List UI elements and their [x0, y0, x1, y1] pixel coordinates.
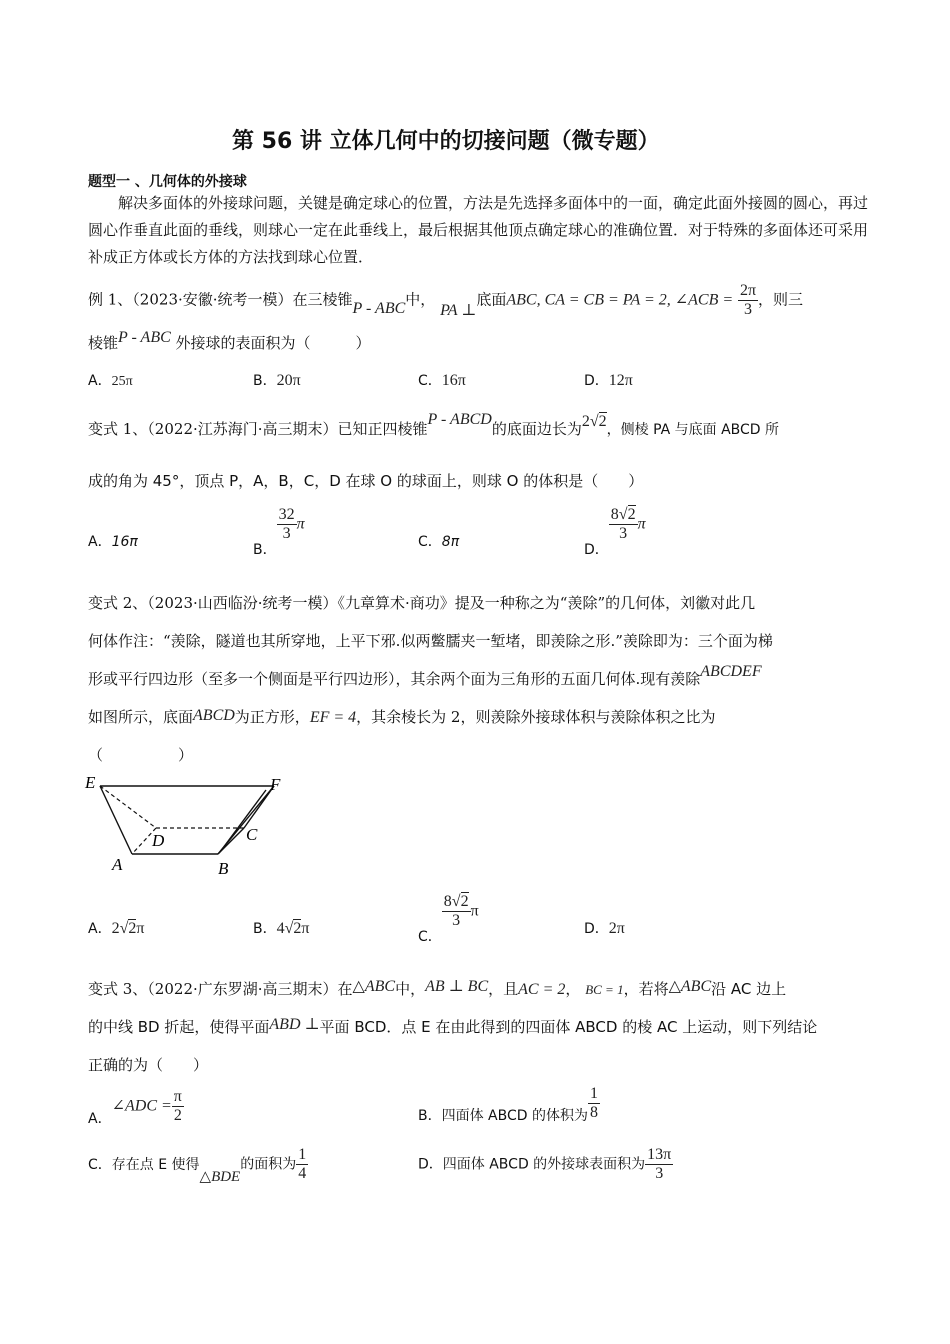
example1-line2-tetra: P - ABC: [118, 329, 171, 346]
variant3-line3: 正确的为（ ）: [88, 1056, 209, 1074]
example1-line2-prefix: 棱锥: [88, 334, 119, 352]
example1-tail: ，则三: [758, 290, 804, 309]
trapezoid-solid-figure: [80, 768, 300, 878]
edge-ED: [100, 786, 156, 828]
edge-front-inner: [220, 790, 266, 852]
example1-line2-suffix: 外接球的表面积为（ ）: [175, 334, 371, 352]
variant1-pyramid: P - ABCD: [427, 411, 492, 428]
page-title: 第 56 讲 立体几何中的切接问题（微专题）: [232, 129, 660, 154]
variant2-line2: 何体作注：“羡除，隧道也其所穿地，上平下邪.似两鳖臑夹一堑堵，即羡除之形.”羡除即为：三个面为梯: [88, 632, 773, 650]
label-A: A: [112, 855, 123, 874]
example1-line2: [88, 329, 371, 353]
edge-EA: [100, 786, 132, 854]
example1-line1: [88, 282, 803, 319]
label-B: B: [218, 859, 229, 878]
intro-paragraph: 解决多面体的外接球问题，关键是确定球心的位置，方法是先选择多面体中的一面，确定此面外接圆的圆心，再过圆心作垂直此面的垂线，则球心一定在此垂线上，最后根据其他顶点确定球心的准确位置．对于特殊的多面体还可采用补成正方体或长方体的方法找到球心位置．: [88, 194, 869, 266]
label-C: C: [246, 825, 258, 844]
variant1-side: 2√2: [581, 413, 607, 430]
variant2-line3: 形或平行四边形（至多一个侧面是平行四边形），其余两个面为三角形的五面几何体.现有羡除ABCDEF: [88, 663, 762, 688]
example1-mid1: 中，: [405, 290, 436, 309]
variant3-option-a[interactable]: A．∠ADC = $\frac{\pi}{2}$: [88, 1088, 182, 1127]
variant1-option-b[interactable]: B． $\frac{32}{3}$ π: [253, 506, 305, 558]
variant2-line4: 如图所示，底面ABCD为正方形，EF = 4，其余棱长为 2，则羡除外接球体积与羡除体积之比为: [88, 707, 716, 726]
example1-cond: ABC, CA = CB = PA = 2, ∠ACB =: [506, 291, 734, 309]
section-heading: 题型一 、几何体的外接球: [88, 174, 247, 190]
variant2-line1: 变式 2、（2023·山西临汾·统考一模）《九章算术·商功》提及一种称之为“羡除”的几何体，刘徽对此几: [88, 594, 756, 612]
variant2-option-d[interactable]: D．2π: [584, 920, 625, 937]
variant1-line1: [88, 411, 780, 439]
example1-option-d[interactable]: D．12π: [584, 372, 633, 389]
example1-prefix: 例 1、（2023·安徽·统考一模）在三棱锥: [88, 290, 353, 309]
label-F: F: [270, 775, 281, 794]
example1-mid2: 底面: [476, 290, 507, 309]
variant1-prefix: 变式 1、（2022·江苏海门·高三期末）已知正四棱锥: [88, 420, 428, 438]
variant2-option-a[interactable]: A．2√2π: [88, 920, 145, 937]
variant2-answer-paren: （ ）: [88, 746, 194, 764]
example1-angle-fraction: [738, 282, 758, 319]
variant3-option-c[interactable]: C．存在点 E 使得△BDE的面积为 $\frac{1}{4}$: [88, 1146, 307, 1185]
example1-option-b[interactable]: B．20π: [253, 372, 301, 389]
variant1-option-d[interactable]: D． $\frac{8√2}{3}$ π: [584, 506, 646, 558]
example1-angle-den: 3: [743, 301, 752, 318]
example1-option-c[interactable]: C．16π: [418, 372, 466, 389]
label-E: E: [85, 773, 96, 792]
example1-option-a[interactable]: A．25π: [88, 373, 133, 389]
variant2-option-b[interactable]: B．4√2π: [253, 920, 310, 937]
example1-tetra: P - ABC: [352, 299, 406, 317]
variant1-option-c[interactable]: C．8π: [418, 534, 460, 550]
variant1-tail: ，侧棱 PA 与底面 ABCD 所: [606, 422, 780, 438]
example1-pa-perp: PA ⊥: [440, 301, 477, 319]
label-D: D: [152, 831, 165, 850]
example1-angle-num: 2π: [739, 282, 757, 299]
variant1-mid: 的底面边长为: [491, 420, 582, 438]
variant1-line2: 成的角为 45°，顶点 P，A，B，C，D 在球 O 的球面上，则球 O 的体积是（ ）: [88, 472, 644, 490]
variant3-option-b[interactable]: B．四面体 ABCD 的体积为 $\frac{1}{8}$: [418, 1085, 598, 1124]
variant1-option-a[interactable]: A．16π: [88, 534, 138, 550]
variant2-option-c[interactable]: C． $\frac{8√2}{3}$ π: [418, 893, 479, 945]
variant3-line2: 的中线 BD 折起，使得平面ABD ⊥平面 BCD．点 E 在由此得到的四面体 ABCD 的棱 AC 上运动，则下列结论: [88, 1016, 818, 1036]
variant3-option-d[interactable]: D．四面体 ABCD 的外接球表面积为 $\frac{13\pi}{3}$: [418, 1146, 672, 1182]
variant3-line1: 变式 3、（2022·广东罗湖·高三期末）在△ABC中，AB ⊥ BC，且AC = 2， BC = 1，若将△ABC沿 AC 边上: [88, 978, 787, 998]
